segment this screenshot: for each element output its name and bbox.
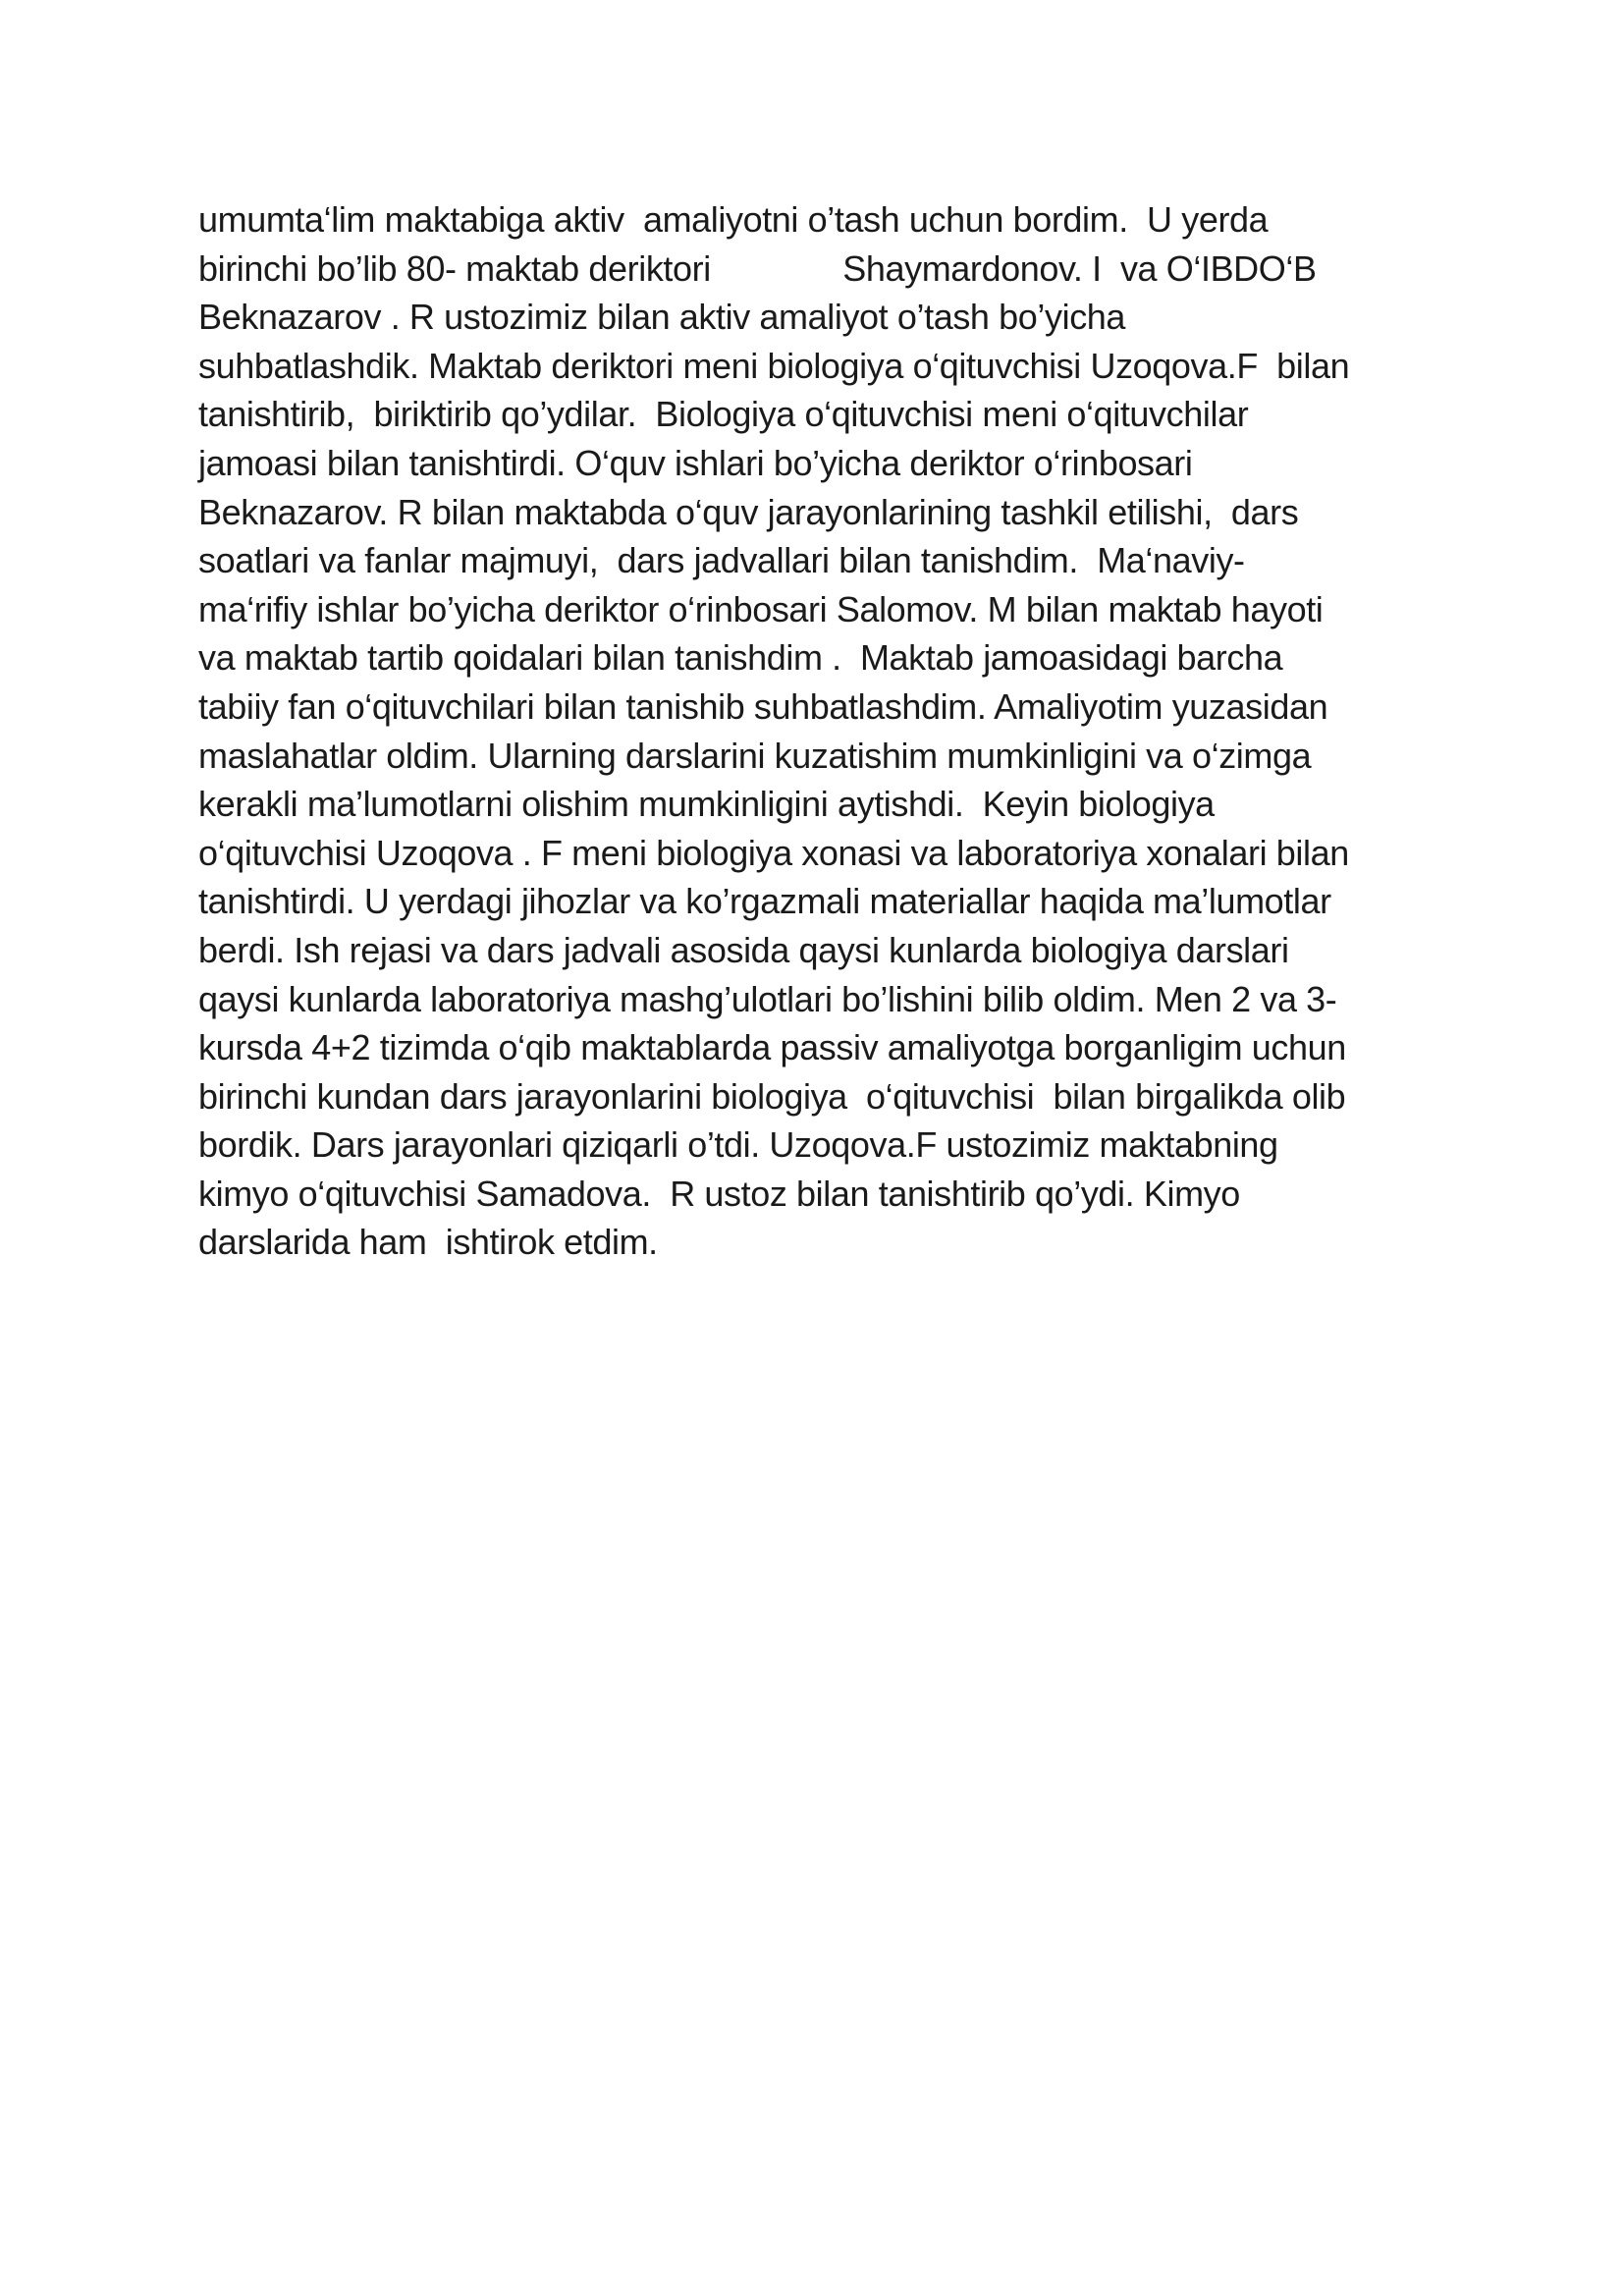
text-line: berdi. Ish rejasi va dars jadvali asosida qaysi kunlarda biologiya darslari [198,929,1289,970]
text-line: o‘qituvchisi Uzoqova . F meni biologiya xonasi va laboratoriya xonalari bilan [198,832,1349,873]
text-line: kimyo o‘qituvchisi Samadova. R ustoz bilan tanishtirib qo’ydi. Kimyo [198,1173,1240,1214]
text-line: jamoasi bilan tanishtirdi. O‘quv ishlari bo’yicha deriktor o‘rinbosari [198,442,1193,483]
text-line: kursda 4+2 tizimda o‘qib maktablarda passiv amaliyotga borganligim uchun [198,1027,1346,1068]
text-line: qaysi kunlarda laboratoriya mashg’ulotlari bo’lishini bilib oldim. Men 2 va 3- [198,978,1337,1019]
text-line: suhbatlashdik. Maktab deriktori meni biologiya o‘qituvchisi Uzoqova.F bilan [198,345,1350,386]
text-line: birinchi kundan dars jarayonlarini biologiya o‘qituvchisi bilan birgalikda olib [198,1075,1346,1117]
text-line: tanishtirib, biriktirib qo’ydilar. Biologiya o‘qituvchisi meni o‘qituvchilar [198,394,1249,435]
text-line: Beknazarov. R bilan maktabda o‘quv jarayonlarining tashkil etilishi, dars [198,491,1299,532]
text-line: birinchi bo’lib 80- maktab deriktori Shaymardonov. I va O‘IBDO‘B [198,247,1317,289]
text-line: tabiiy fan o‘qituvchilari bilan tanishib suhbatlashdim. Amaliyotim yuzasidan [198,685,1328,727]
text-line: soatlari va fanlar majmuyi, dars jadvallari bilan tanishdim. Ma‘naviy- [198,540,1245,581]
text-line: va maktab tartib qoidalari bilan tanishdim . Maktab jamoasidagi barcha [198,637,1283,679]
text-line: ma‘rifiy ishlar bo’yicha deriktor o‘rinbosari Salomov. M bilan maktab hayoti [198,588,1324,629]
text-line: kerakli ma’lumotlarni olishim mumkinligini aytishdi. Keyin biologiya [198,784,1215,825]
text-line: darslarida ham ishtirok etdim. [198,1222,658,1263]
text-line: tanishtirdi. U yerdagi jihozlar va ko’rgazmali materiallar haqida ma’lumotlar [198,881,1331,922]
text-line: Beknazarov . R ustozimiz bilan aktiv amaliyot o’tash bo’yicha [198,297,1126,338]
text-line: umumta‘lim maktabiga aktiv amaliyotni o’tash uchun bordim. U yerda [198,199,1269,240]
text-line: bordik. Dars jarayonlari qiziqarli o’tdi. Uzoqova.F ustozimiz maktabning [198,1124,1278,1166]
body-paragraph [198,195,1475,1267]
text-line: maslahatlar oldim. Ularning darslarini kuzatishim mumkinligini va o‘zimga [198,735,1312,776]
